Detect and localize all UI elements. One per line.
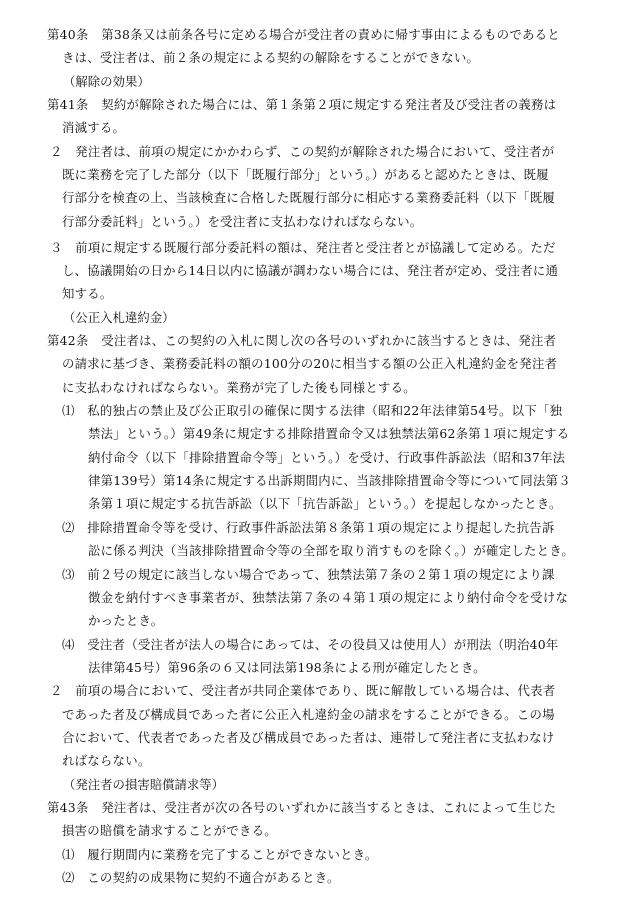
article-41-line-1: 第41条 契約が解除された場合には、第１条第２項に規定する発注者及び受注者の義務は [47, 97, 557, 112]
article-42-para-2-line-2: であった者及び構成員であった者に公正入札違約金の請求をすることができる。この場 [62, 707, 555, 722]
article-42-item-1-line-1: ⑴ 私的独占の禁止及び公正取引の確保に関する法律（昭和22年法律第54号。以下「独 [62, 403, 563, 418]
article-42-item-4-line-2: 法律第45号）第96条の６又は同法第198条による刑が確定したとき。 [88, 660, 486, 675]
article-42-line-1: 第42条 受注者は、この契約の入札に関し次の各号のいずれかに該当するときは、発注者 [47, 333, 557, 348]
article-40-line-1: 第40条 第38条又は前条各号に定める場合が受注者の責めに帰す事由によるものであると [47, 27, 560, 42]
article-42-item-1-line-3: 納付命令（以下「排除措置命令等」という。）を受け、行政事件訴訟法（昭和37年法 [88, 450, 566, 465]
article-42-item-1-line-2: 禁法」という。）第49条に規定する排除措置命令又は独禁法第62条第１項に規定する [88, 426, 570, 441]
article-41-para-3-line-3: 知する。 [62, 286, 113, 301]
article-41-line-2: 消滅する。 [62, 120, 126, 135]
article-41-para-2-line-4: 行部分委託料」という。）を受注者に支払わなければならない。 [62, 214, 423, 229]
article-43-line-1: 第43条 発注者は、受注者が次の各号のいずれかに該当するときは、これによって生じた [47, 800, 557, 815]
article-42-item-3-line-2: 徴金を納付すべき事業者が、独禁法第７条の４第１項の規定により納付命令を受けな [88, 590, 569, 605]
article-42-para-2-line-3: 合において、代表者であった者及び構成員であった者は、連帯して発注者に支払わなけ [62, 730, 555, 745]
article-41-para-3-line-2: し、協議開始の日から14日以内に協議が調わない場合には、発注者が定め、受注者に通 [62, 263, 559, 278]
article-42-item-2-line-1: ⑵ 排除措置命令等を受け、行政事件訴訟法第８条第１項の規定により提起した抗告訴 [62, 520, 555, 535]
article-43-item-1: ⑴ 履行期間内に業務を完了することができないとき。 [62, 847, 378, 862]
article-43-item-2: ⑵ この契約の成果物に契約不適合があるとき。 [62, 870, 340, 885]
article-42-item-2-line-2: 訟に係る判決（当該排除措置命令等の全部を取り消すものを除く。）が確定したとき。 [88, 543, 575, 558]
article-42-line-2: の請求に基づき、業務委託料の額の100分の20に相当する額の公正入札違約金を発注者 [62, 356, 558, 371]
article-40-line-2: きは、受注者は、前２条の規定による契約の解除をすることができない。 [62, 50, 480, 65]
caption-kaijo-no-koka: （解除の効果） [63, 74, 150, 89]
article-42-para-2-line-4: ればならない。 [62, 753, 151, 768]
article-42-para-2-line-1: ２ 前項の場合において、受注者が共同企業体であり、既に解散している場合は、代表者 [50, 683, 556, 698]
article-42-item-1-line-5: 条第１項に規定する抗告訴訟（以下「抗告訴訟」という。）を提起しなかったとき。 [88, 496, 562, 511]
article-41-para-3-line-1: ３ 前項に規定する既履行部分委託料の額は、発注者と受注者とが協議して定める。ただ [50, 240, 556, 255]
article-41-para-2-line-1: ２ 発注者は、前項の規定にかかわらず、この契約が解除された場合において、受注者が [50, 144, 555, 159]
caption-hacchusha-songai-baisho: （発注者の損害賠償請求等） [63, 777, 225, 792]
article-42-item-3-line-3: かったとき。 [88, 613, 164, 628]
article-42-item-4-line-1: ⑷ 受注者（受注者が法人の場合にあっては、その役員又は使用人）が刑法（明治40年 [62, 637, 559, 652]
article-42-item-3-line-1: ⑶ 前２号の規定に該当しない場合であって、独禁法第７条の２第１項の規定により課 [62, 567, 555, 582]
article-41-para-2-line-2: 既に業務を完了した部分（以下「既履行部分」という。）があると認めたときは、既履 [62, 167, 549, 182]
caption-kosei-nyusatsu-iyakukin: （公正入札違約金） [63, 310, 175, 325]
article-41-para-2-line-3: 行部分を検査の上、当該検査に合格した既履行部分に相応する業務委託料（以下「既履 [62, 190, 555, 205]
article-42-item-1-line-4: 律第139号）第14条に規定する出訴期間内に、当該排除措置命令等について同法第３ [88, 473, 571, 488]
article-43-line-2: 損害の賠償を請求することができる。 [62, 823, 277, 838]
article-42-line-3: に支払わなければならない。業務が完了した後も同様とする。 [62, 380, 416, 395]
